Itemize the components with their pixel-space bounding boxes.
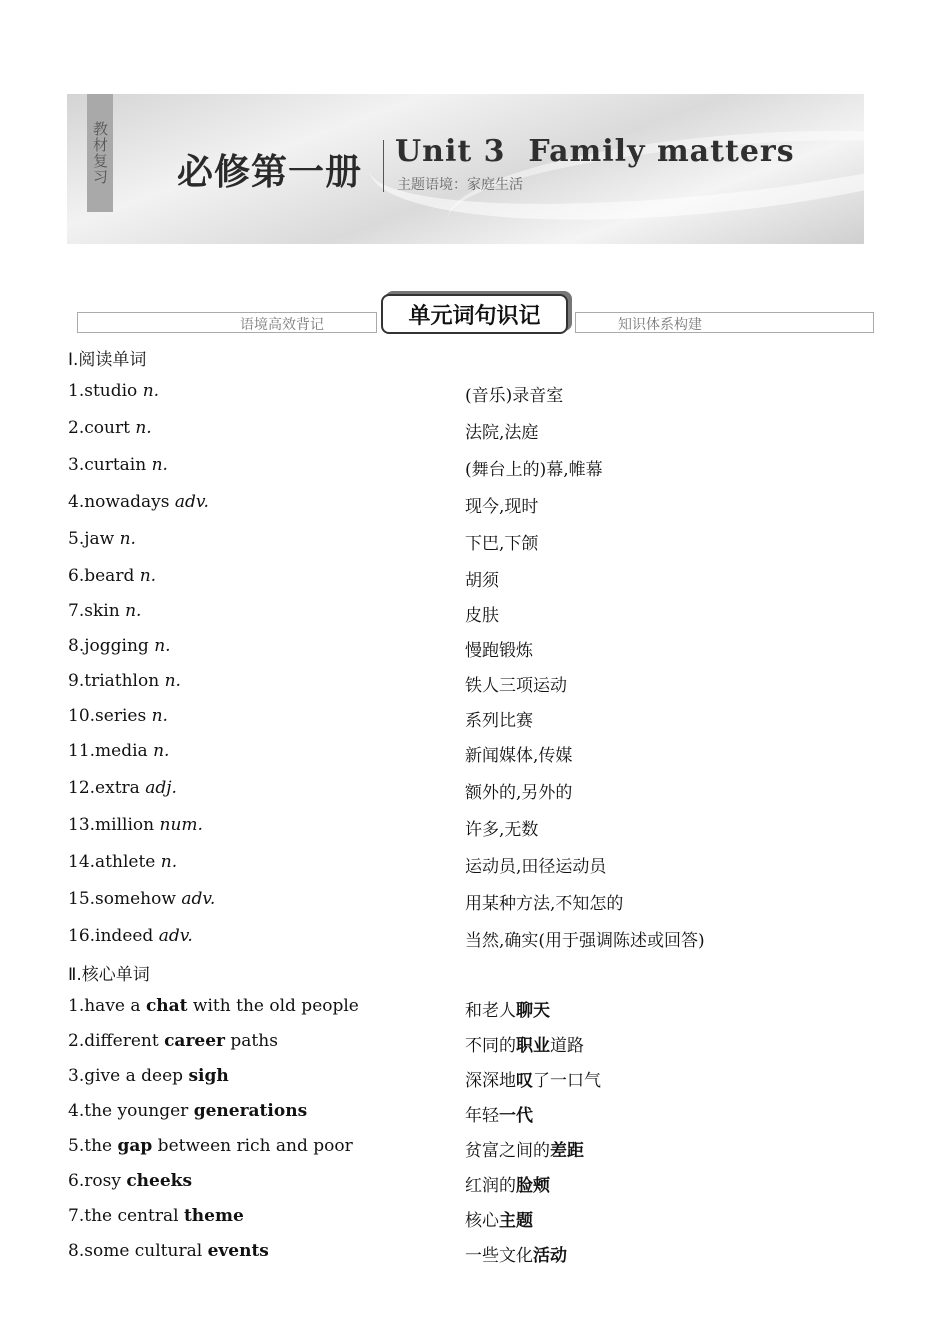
phrase-meaning-text: 核心 xyxy=(465,1211,499,1231)
vocab-word xyxy=(68,741,169,761)
phrase-english xyxy=(68,1031,278,1051)
phrase-chinese xyxy=(465,1241,567,1266)
phrase-keyword: generations xyxy=(193,1101,308,1121)
vocab-headword: extra xyxy=(95,778,140,798)
vocab-meaning: (音乐)录音室 xyxy=(465,386,564,406)
vocab-word xyxy=(68,852,177,872)
phrase-text: with the old people xyxy=(187,996,359,1016)
vocab-meaning: 慢跑锻炼 xyxy=(465,641,533,661)
vocab-number: 1. xyxy=(68,381,85,401)
phrase-meaning-keyword: 叹 xyxy=(516,1071,533,1091)
vocab-part-of-speech: n. xyxy=(151,706,168,726)
phrase-text: between rich and poor xyxy=(152,1136,353,1156)
vocab-meaning: 法院,法庭 xyxy=(465,423,539,443)
section-bar-left xyxy=(77,312,377,333)
vocab-meaning: 胡须 xyxy=(465,571,499,591)
phrase-row xyxy=(68,1136,888,1160)
vocab-meaning: 运动员,田径运动员 xyxy=(465,857,607,877)
vocab-word xyxy=(68,778,177,798)
unit-banner xyxy=(67,94,864,244)
phrase-meaning-text: 深深地 xyxy=(465,1071,516,1091)
vocab-part-of-speech: adv. xyxy=(158,926,193,946)
vocab-number: 6. xyxy=(68,566,85,586)
vocab-number: 8. xyxy=(68,636,85,656)
vocab-row xyxy=(68,741,888,765)
title-divider xyxy=(383,140,384,192)
vocab-row xyxy=(68,601,888,625)
vocab-word xyxy=(68,455,168,475)
vocab-row xyxy=(68,418,888,442)
phrase-number: 3. xyxy=(68,1066,85,1086)
vocab-number: 7. xyxy=(68,601,85,621)
phrase-number: 6. xyxy=(68,1171,85,1191)
phrase-english xyxy=(68,1241,269,1261)
phrase-meaning-keyword: 一代 xyxy=(499,1106,533,1126)
vocab-headword: triathlon xyxy=(84,671,160,691)
phrase-row xyxy=(68,1171,888,1195)
vocab-meaning: 额外的,另外的 xyxy=(465,783,573,803)
vocab-word xyxy=(68,636,171,656)
vocab-number: 10. xyxy=(68,706,96,726)
vocab-row xyxy=(68,778,888,802)
vocab-meaning: 下巴,下颌 xyxy=(465,534,539,554)
vocab-number: 2. xyxy=(68,418,85,438)
vocab-part-of-speech: n. xyxy=(160,852,178,872)
vocab-meaning: 许多,无数 xyxy=(465,820,539,840)
phrase-chinese xyxy=(465,1206,533,1231)
vocab-row xyxy=(68,852,888,876)
phrase-text: paths xyxy=(225,1031,278,1051)
book-title: 必修第一册 xyxy=(177,152,363,193)
vocab-headword: indeed xyxy=(95,926,154,946)
vocab-word xyxy=(68,601,141,621)
phrase-text: rosy xyxy=(84,1171,127,1191)
vocab-row xyxy=(68,381,888,405)
phrase-keyword: gap xyxy=(117,1136,153,1156)
phrase-meaning-keyword: 差距 xyxy=(550,1141,584,1161)
phrase-keyword: career xyxy=(164,1031,225,1051)
phrase-keyword: chat xyxy=(145,996,188,1016)
vocab-row xyxy=(68,706,888,730)
vocab-meaning: 系列比赛 xyxy=(465,711,533,731)
phrase-english xyxy=(68,1101,307,1121)
vocab-word xyxy=(68,566,156,586)
phrase-english xyxy=(68,1171,192,1191)
vocab-headword: curtain xyxy=(84,455,147,475)
phrase-meaning-text: 红润的 xyxy=(465,1176,516,1196)
vocab-word xyxy=(68,889,215,909)
vocab-word xyxy=(68,815,203,835)
core-words-heading: Ⅱ.核心单词 xyxy=(68,965,150,985)
phrase-row xyxy=(68,1101,888,1125)
vocab-part-of-speech: n. xyxy=(153,741,170,761)
phrase-number: 7. xyxy=(68,1206,85,1226)
vocab-word xyxy=(68,418,152,438)
vocab-headword: jogging xyxy=(84,636,149,656)
vocab-headword: million xyxy=(95,815,155,835)
vocab-part-of-speech: n. xyxy=(154,636,171,656)
vocab-number: 11. xyxy=(68,741,96,761)
vocab-part-of-speech: n. xyxy=(119,529,136,549)
phrase-row xyxy=(68,1031,888,1055)
vocab-headword: athlete xyxy=(95,852,156,872)
phrase-number: 5. xyxy=(68,1136,85,1156)
vocab-headword: somehow xyxy=(95,889,176,909)
vocab-row xyxy=(68,889,888,913)
vocab-meaning: 皮肤 xyxy=(465,606,499,626)
vocab-word xyxy=(68,492,209,512)
phrase-keyword: events xyxy=(207,1241,269,1261)
phrase-row xyxy=(68,1206,888,1230)
vocab-number: 13. xyxy=(68,815,96,835)
vocab-part-of-speech: adj. xyxy=(145,778,177,798)
vocab-part-of-speech: n. xyxy=(142,381,160,401)
vocab-word xyxy=(68,926,193,946)
phrase-chinese xyxy=(465,1066,601,1091)
phrase-english xyxy=(68,996,359,1016)
phrase-english xyxy=(68,1066,229,1086)
vocab-row xyxy=(68,492,888,516)
vocab-row xyxy=(68,671,888,695)
phrase-chinese xyxy=(465,996,550,1021)
phrase-text: the younger xyxy=(84,1101,194,1121)
phrase-text: the central xyxy=(84,1206,184,1226)
phrase-meaning-keyword: 主题 xyxy=(499,1211,533,1231)
vocab-row xyxy=(68,529,888,553)
phrase-meaning-keyword: 活动 xyxy=(533,1246,567,1266)
reading-words-heading: Ⅰ.阅读单词 xyxy=(68,350,147,370)
vocab-word xyxy=(68,381,159,401)
phrase-text: give a deep xyxy=(84,1066,189,1086)
phrase-chinese xyxy=(465,1136,584,1161)
vocab-headword: skin xyxy=(84,601,120,621)
phrase-meaning-text: 一些文化 xyxy=(465,1246,533,1266)
phrase-chinese xyxy=(465,1101,533,1126)
vocab-headword: series xyxy=(95,706,147,726)
vocab-number: 3. xyxy=(68,455,85,475)
vocab-row xyxy=(68,455,888,479)
phrase-chinese xyxy=(465,1031,584,1056)
vocab-number: 5. xyxy=(68,529,85,549)
phrase-keyword: sigh xyxy=(188,1066,229,1086)
vocab-number: 16. xyxy=(68,926,96,946)
phrase-number: 2. xyxy=(68,1031,85,1051)
phrase-text: the xyxy=(84,1136,118,1156)
vocab-headword: court xyxy=(84,418,130,438)
vocab-word xyxy=(68,671,181,691)
vocab-part-of-speech: adv. xyxy=(181,889,216,909)
vocab-row xyxy=(68,926,888,950)
vocab-number: 9. xyxy=(68,671,85,691)
phrase-meaning-text: 和老人 xyxy=(465,1001,516,1021)
vocab-number: 4. xyxy=(68,492,85,512)
phrase-english xyxy=(68,1136,353,1156)
vocab-headword: media xyxy=(95,741,148,761)
phrase-meaning-text: 了一口气 xyxy=(533,1071,601,1091)
phrase-meaning-keyword: 职业 xyxy=(516,1036,550,1056)
phrase-row xyxy=(68,1066,888,1090)
vocab-meaning: 用某种方法,不知怎的 xyxy=(465,894,624,914)
vocab-part-of-speech: num. xyxy=(159,815,203,835)
phrase-text: different xyxy=(84,1031,165,1051)
section-left-label: 语境高效背记 xyxy=(240,317,324,333)
unit-subtitle: 主题语境：家庭生活 xyxy=(397,177,523,193)
vocab-meaning: 当然,确实(用于强调陈述或回答) xyxy=(465,931,705,951)
unit-title: Unit 3 Family matters xyxy=(395,134,795,169)
section-title: 单元词句识记 xyxy=(381,294,568,334)
phrase-meaning-text: 不同的 xyxy=(465,1036,516,1056)
vocab-meaning: 现今,现时 xyxy=(465,497,539,517)
phrase-number: 1. xyxy=(68,996,85,1016)
phrase-meaning-text: 贫富之间的 xyxy=(465,1141,550,1161)
phrase-meaning-text: 道路 xyxy=(550,1036,584,1056)
vocab-word xyxy=(68,529,136,549)
phrase-keyword: cheeks xyxy=(126,1171,193,1191)
phrase-keyword: theme xyxy=(183,1206,244,1226)
vocab-part-of-speech: n. xyxy=(135,418,152,438)
phrase-number: 4. xyxy=(68,1101,85,1121)
vocab-row xyxy=(68,636,888,660)
vocab-number: 15. xyxy=(68,889,96,909)
phrase-text: some cultural xyxy=(84,1241,208,1261)
vocab-meaning: (舞台上的)幕,帷幕 xyxy=(465,460,603,480)
vocab-row xyxy=(68,815,888,839)
vocab-headword: jaw xyxy=(84,529,115,549)
vocab-row xyxy=(68,566,888,590)
phrase-chinese xyxy=(465,1171,550,1196)
vocab-word xyxy=(68,706,168,726)
side-tab-label: 教材复习 xyxy=(87,94,113,212)
phrase-number: 8. xyxy=(68,1241,85,1261)
vocab-headword: nowadays xyxy=(84,492,170,512)
vocab-headword: beard xyxy=(84,566,135,586)
phrase-row xyxy=(68,1241,888,1265)
vocab-part-of-speech: n. xyxy=(125,601,142,621)
vocab-number: 12. xyxy=(68,778,96,798)
phrase-text: have a xyxy=(84,996,146,1016)
vocab-meaning: 新闻媒体,传媒 xyxy=(465,746,573,766)
phrase-meaning-text: 年轻 xyxy=(465,1106,499,1126)
vocab-part-of-speech: n. xyxy=(139,566,157,586)
section-right-label: 知识体系构建 xyxy=(618,317,702,333)
vocab-meaning: 铁人三项运动 xyxy=(465,676,567,696)
phrase-meaning-keyword: 脸颊 xyxy=(516,1176,550,1196)
vocab-part-of-speech: n. xyxy=(164,671,181,691)
vocab-part-of-speech: adv. xyxy=(174,492,209,512)
phrase-row xyxy=(68,996,888,1020)
vocab-number: 14. xyxy=(68,852,96,872)
vocab-part-of-speech: n. xyxy=(151,455,168,475)
vocab-headword: studio xyxy=(84,381,138,401)
phrase-meaning-keyword: 聊天 xyxy=(516,1001,550,1021)
phrase-english xyxy=(68,1206,244,1226)
